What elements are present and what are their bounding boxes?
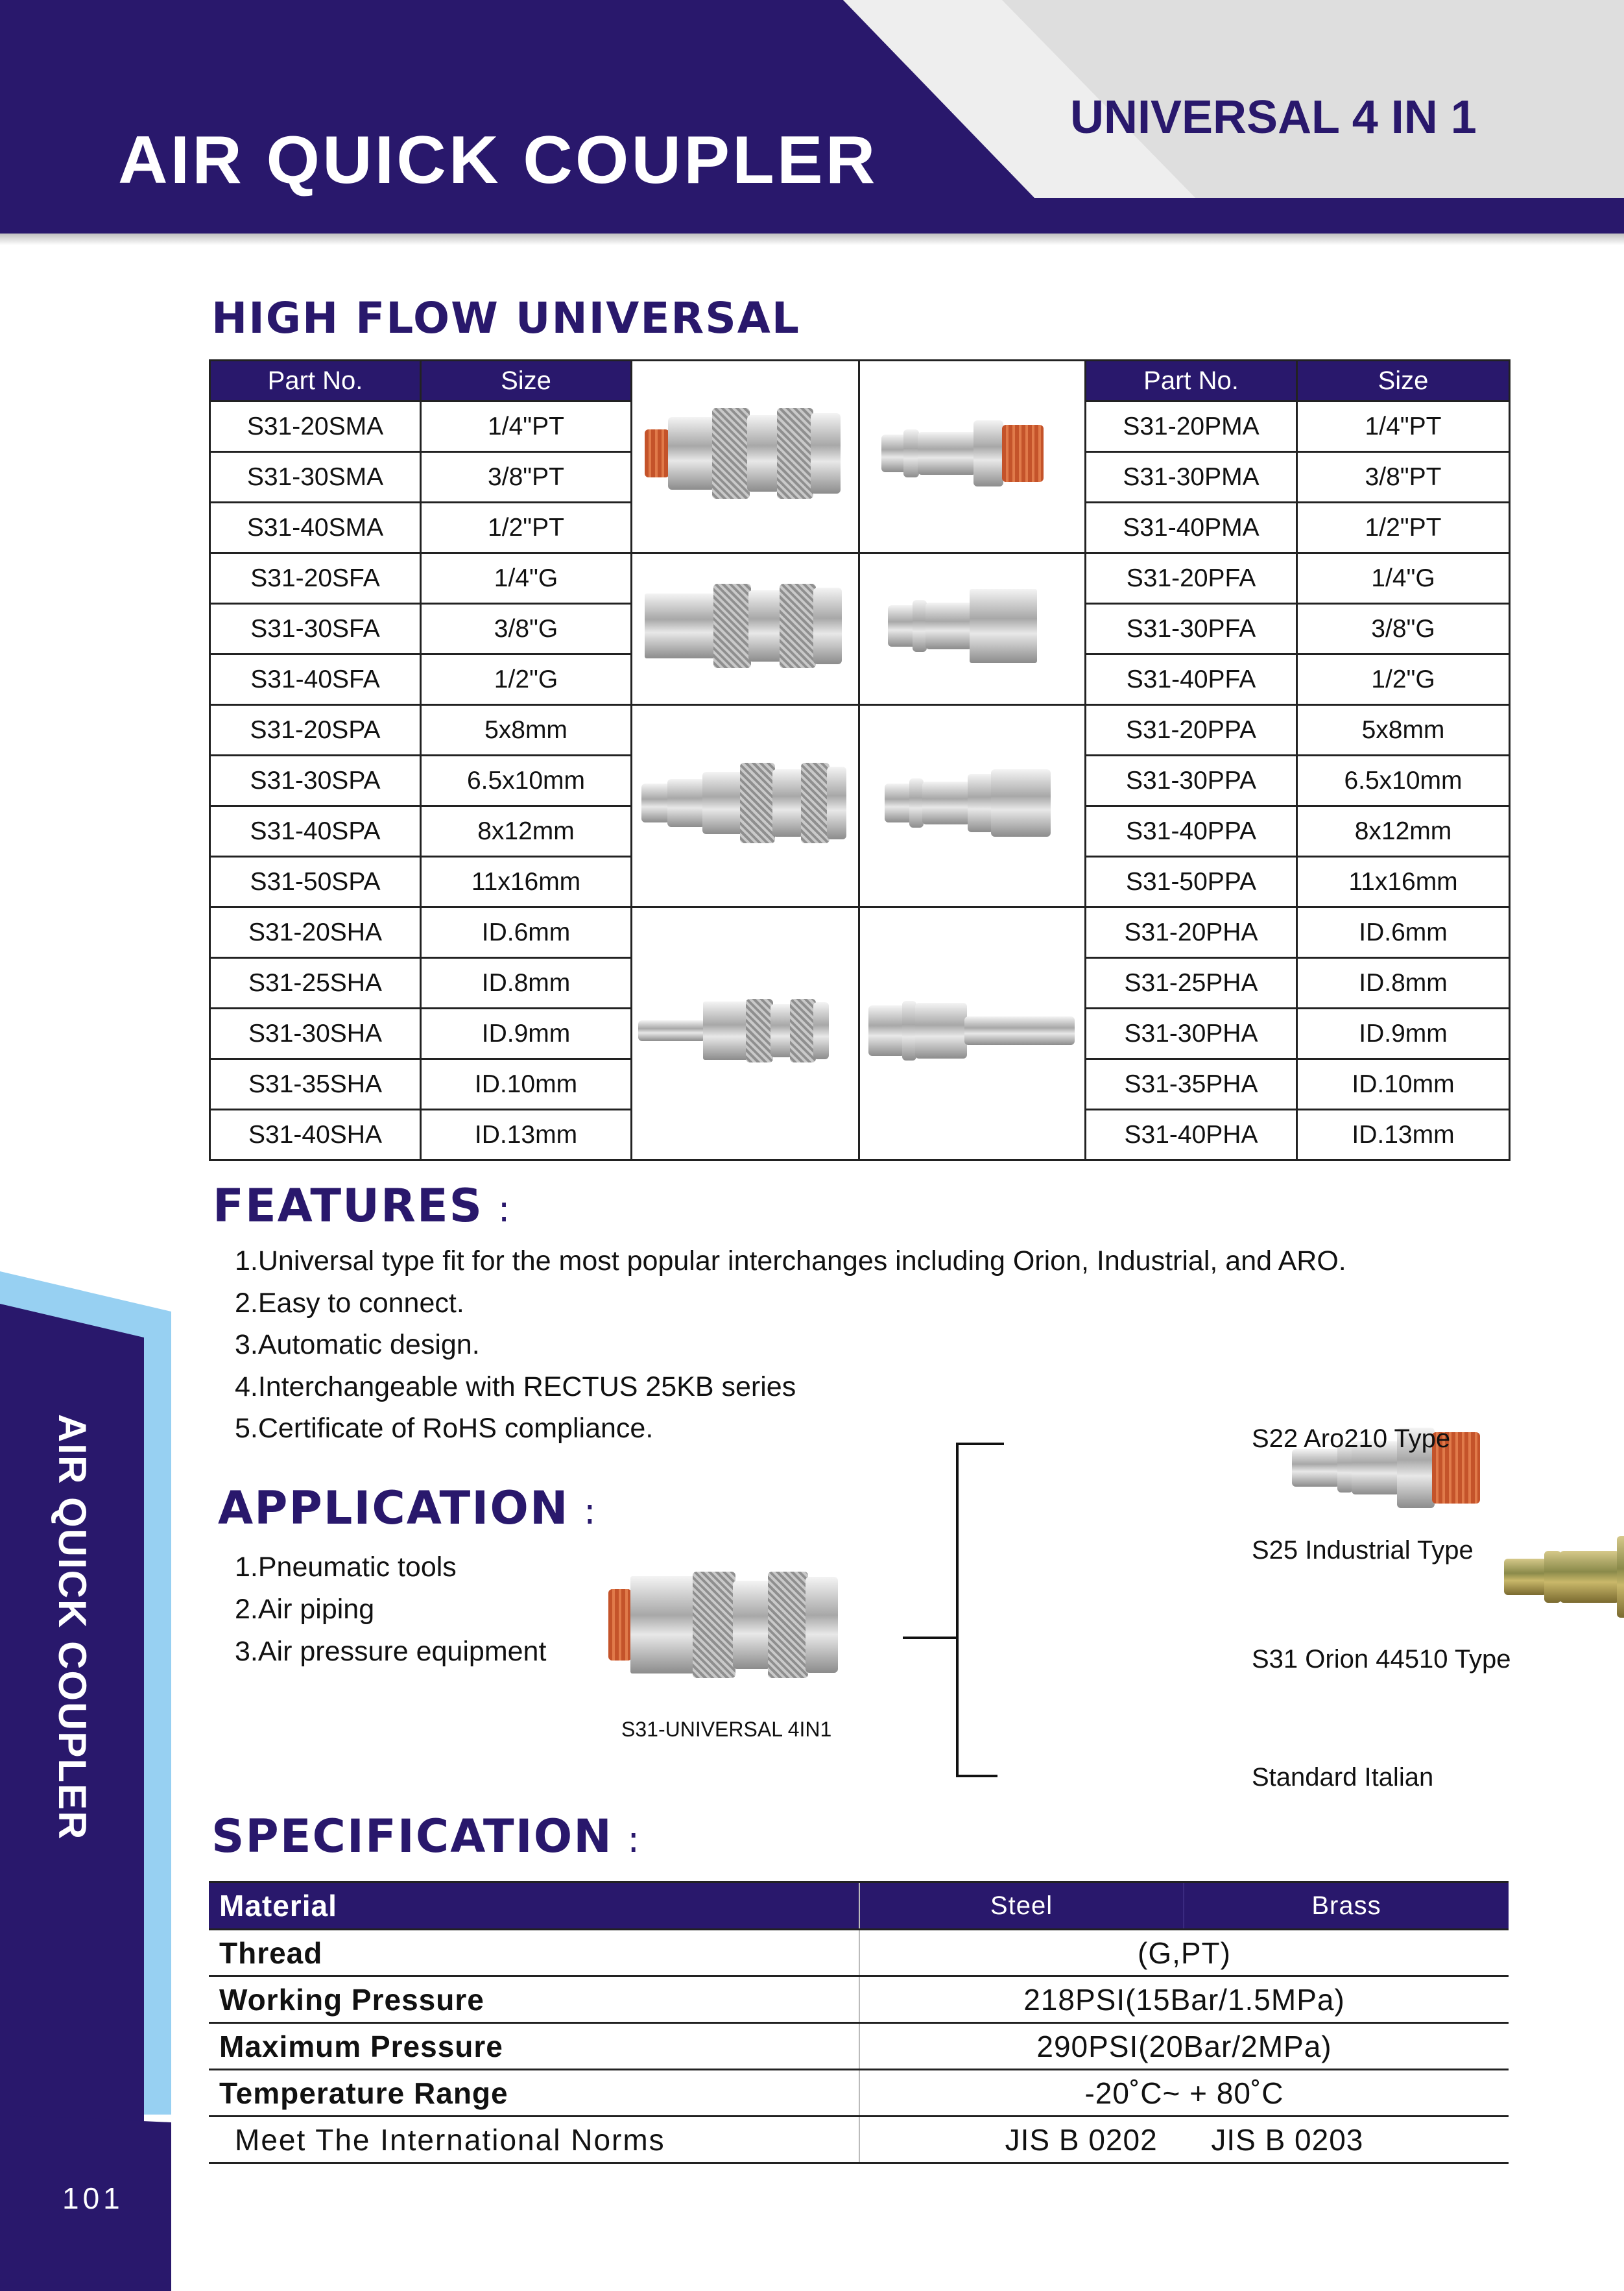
socket-part-no: S31-40SHA [210, 1110, 421, 1160]
page-number: 101 [62, 2181, 124, 2215]
female-thread-socket-image [645, 581, 846, 671]
feature-item: 1.Universal type fit for the most popular interchanges including Orion, Industrial, and ARO. [235, 1245, 1346, 1277]
plug-size: ID.10mm [1297, 1059, 1510, 1110]
product-image-cell [859, 907, 1086, 1160]
application-item: 1.Pneumatic tools [235, 1552, 457, 1583]
socket-size: 8x12mm [421, 806, 632, 857]
socket-size: ID.13mm [421, 1110, 632, 1160]
spec-header-row [209, 1882, 1509, 1930]
socket-size: ID.9mm [421, 1009, 632, 1059]
socket-part-no: S31-40SFA [210, 654, 421, 705]
socket-size: 6.5x10mm [421, 756, 632, 806]
male-thread-plug-image [881, 418, 1063, 489]
socket-part-no: S31-40SMA [210, 503, 421, 553]
socket-size: 1/2"PT [421, 503, 632, 553]
hose-barb-plug-image [868, 998, 1076, 1063]
plug-type-label: S22 Aro210 Type [1252, 1424, 1451, 1453]
spec-header-steel: Steel [859, 1882, 1184, 1930]
socket-size: ID.6mm [421, 907, 632, 958]
plug-size: ID.13mm [1297, 1110, 1510, 1160]
socket-size: 1/4"PT [421, 402, 632, 452]
socket-size: ID.8mm [421, 958, 632, 1009]
socket-size: ID.10mm [421, 1059, 632, 1110]
plug-size: 5x8mm [1297, 705, 1510, 756]
application-item: 3.Air pressure equipment [235, 1636, 547, 1667]
section-title-features: FEATURES : [213, 1179, 510, 1232]
socket-part-no: S31-50SPA [210, 857, 421, 907]
spec-label: Temperature Range [209, 2070, 859, 2117]
hose-nut-plug-image [885, 767, 1060, 839]
plug-size: 1/4"G [1297, 553, 1510, 604]
plug-part-no: S31-20PHA [1086, 907, 1297, 958]
table-row [210, 553, 1510, 604]
feature-item: 2.Easy to connect. [235, 1288, 464, 1319]
hose-barb-socket-image [638, 998, 852, 1063]
column-header-size: Size [421, 361, 632, 402]
socket-size: 3/8"PT [421, 452, 632, 503]
spec-value: -20˚C~ + 80˚C [859, 2070, 1509, 2117]
plug-part-no: S31-30PPA [1086, 756, 1297, 806]
plug-part-no: S31-30PHA [1086, 1009, 1297, 1059]
industrial-plug-image [1504, 1535, 1624, 1619]
male-thread-socket-image [645, 405, 846, 502]
plug-size: 6.5x10mm [1297, 756, 1510, 806]
plug-part-no: S31-35PHA [1086, 1059, 1297, 1110]
socket-size: 3/8"G [421, 604, 632, 654]
header-shadow [0, 234, 1624, 245]
spec-row [209, 1930, 1509, 1976]
plug-part-no: S31-30PFA [1086, 604, 1297, 654]
socket-part-no: S31-40SPA [210, 806, 421, 857]
plug-part-no: S31-30PMA [1086, 452, 1297, 503]
connector-line [903, 1637, 959, 1639]
spec-row [209, 2117, 1509, 2163]
socket-size: 1/4"G [421, 553, 632, 604]
plug-type-label: S25 Industrial Type [1252, 1536, 1474, 1565]
spec-label: Meet The International Norms [209, 2117, 859, 2163]
spec-row [209, 2070, 1509, 2117]
spec-label: Maximum Pressure [209, 2023, 859, 2070]
socket-size: 1/2"G [421, 654, 632, 705]
column-header-part-no: Part No. [210, 361, 421, 402]
spec-row [209, 2023, 1509, 2070]
table-row [210, 907, 1510, 958]
feature-item: 5.Certificate of RoHS compliance. [235, 1413, 654, 1444]
plug-part-no: S31-20PMA [1086, 402, 1297, 452]
plug-size: ID.9mm [1297, 1009, 1510, 1059]
socket-part-no: S31-20SMA [210, 402, 421, 452]
socket-part-no: S31-30SFA [210, 604, 421, 654]
section-title-application: APPLICATION : [218, 1481, 596, 1535]
plug-size: 3/8"PT [1297, 452, 1510, 503]
socket-size: 5x8mm [421, 705, 632, 756]
product-image-cell [859, 553, 1086, 705]
plug-type-label: Standard Italian [1252, 1763, 1434, 1792]
coupler-caption: S31-UNIVERSAL 4IN1 [621, 1718, 832, 1741]
spec-label: Thread [209, 1930, 859, 1976]
spec-header-brass: Brass [1184, 1882, 1509, 1930]
plug-size: 1/2"G [1297, 654, 1510, 705]
plug-part-no: S31-20PFA [1086, 553, 1297, 604]
plug-part-no: S31-40PHA [1086, 1110, 1297, 1160]
hose-nut-socket-image [641, 761, 849, 845]
socket-part-no: S31-20SFA [210, 553, 421, 604]
plug-part-no: S31-20PPA [1086, 705, 1297, 756]
column-header-part-no: Part No. [1086, 361, 1297, 402]
connector-line [956, 1775, 997, 1777]
spec-value: (G,PT) [859, 1930, 1509, 1976]
socket-part-no: S31-30SMA [210, 452, 421, 503]
application-item: 2.Air piping [235, 1594, 375, 1625]
section-title-specification: SPECIFICATION : [211, 1810, 640, 1863]
page-subtitle: UNIVERSAL 4 IN 1 [1070, 91, 1477, 143]
socket-part-no: S31-20SHA [210, 907, 421, 958]
plug-size: 1/4"PT [1297, 402, 1510, 452]
product-image-cell [632, 907, 859, 1160]
plug-part-no: S31-50PPA [1086, 857, 1297, 907]
socket-part-no: S31-30SHA [210, 1009, 421, 1059]
product-image-cell [859, 361, 1086, 553]
section-title-high-flow: HIGH FLOW UNIVERSAL [211, 293, 800, 343]
socket-part-no: S31-30SPA [210, 756, 421, 806]
plug-size: ID.6mm [1297, 907, 1510, 958]
page-title: AIR QUICK COUPLER [118, 123, 878, 198]
spec-label: Working Pressure [209, 1976, 859, 2023]
plug-size: 11x16mm [1297, 857, 1510, 907]
product-image-cell [632, 361, 859, 553]
spec-header-material: Material [209, 1882, 859, 1930]
product-image-cell [632, 553, 859, 705]
specification-table [209, 1881, 1509, 2164]
plug-size: 1/2"PT [1297, 503, 1510, 553]
socket-part-no: S31-25SHA [210, 958, 421, 1009]
plug-size: ID.8mm [1297, 958, 1510, 1009]
plug-part-no: S31-25PHA [1086, 958, 1297, 1009]
product-table [209, 359, 1511, 1161]
plug-size: 3/8"G [1297, 604, 1510, 654]
plug-size: 8x12mm [1297, 806, 1510, 857]
plug-part-no: S31-40PPA [1086, 806, 1297, 857]
plug-part-no: S31-40PFA [1086, 654, 1297, 705]
column-header-size: Size [1297, 361, 1510, 402]
spec-value: 290PSI(20Bar/2MPa) [859, 2023, 1509, 2070]
spec-row [209, 1976, 1509, 2023]
connector-line [956, 1443, 1004, 1445]
table-row [210, 705, 1510, 756]
table-header-row [210, 361, 1510, 402]
socket-part-no: S31-35SHA [210, 1059, 421, 1110]
plug-type-label: S31 Orion 44510 Type [1252, 1645, 1511, 1673]
feature-item: 4.Interchangeable with RECTUS 25KB series [235, 1371, 796, 1402]
connector-line [956, 1443, 959, 1777]
sidebar-vertical-title: AIR QUICK COUPLER [51, 1414, 94, 1841]
socket-size: 11x16mm [421, 857, 632, 907]
feature-item: 3.Automatic design. [235, 1329, 480, 1360]
plug-part-no: S31-40PMA [1086, 503, 1297, 553]
socket-part-no: S31-20SPA [210, 705, 421, 756]
female-thread-plug-image [888, 587, 1057, 665]
universal-coupler-image [608, 1570, 881, 1680]
spec-value: JIS B 0202 JIS B 0203 [859, 2117, 1509, 2163]
product-image-cell [632, 705, 859, 907]
spec-value: 218PSI(15Bar/1.5MPa) [859, 1976, 1509, 2023]
product-image-cell [859, 705, 1086, 907]
